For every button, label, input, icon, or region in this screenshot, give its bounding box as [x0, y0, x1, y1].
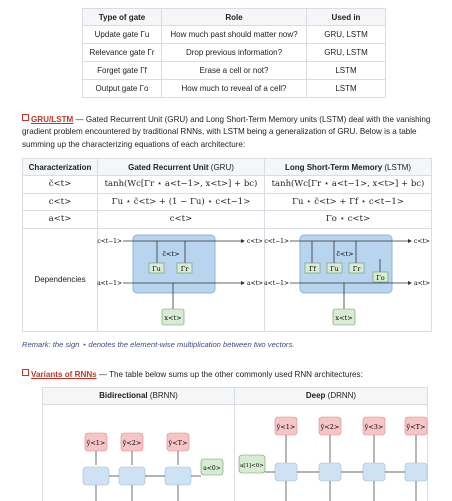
variants-text: — The table below sums up the other commonly used RNN architectures:: [96, 370, 363, 379]
gru-cell-block: [133, 235, 215, 293]
cmp-lstm-cell: Γu ⋆ c̃<t> + Γf ⋆ c<t−1>: [265, 193, 432, 211]
cmp-gru-cell: tanh(Wc[Γr ⋆ a<t−1>, x<t>] + bc): [98, 176, 265, 194]
c-tilde-label: c̃<t>: [162, 249, 180, 258]
gate-used-in: LSTM: [307, 80, 386, 98]
c-tilde-label: c̃<t>: [336, 249, 354, 258]
cmp-lstm-cell: Γo ⋆ c<t>: [265, 211, 432, 229]
output-label: ŷ<2>: [122, 439, 142, 447]
cmp-gru-cell: c<t>: [98, 211, 265, 229]
hidden-node: [319, 463, 341, 481]
table-row: [83, 26, 386, 44]
table-row: [83, 62, 386, 80]
cmp-row-label: c̃<t>: [23, 176, 98, 194]
hidden-node: [83, 467, 109, 485]
drnn-header: [235, 388, 427, 405]
drnn-diagram: [235, 405, 427, 501]
bullet-icon: [22, 114, 29, 121]
lstm-diagram-cell: [265, 228, 432, 331]
gate-table-header: Used in: [307, 9, 386, 26]
brnn-header-name: Bidirectional: [99, 391, 148, 400]
table-row: [83, 44, 386, 62]
variants-table: [42, 387, 428, 501]
drnn-header-name: Deep: [305, 391, 326, 400]
gate-used-in: GRU, LSTM: [307, 44, 386, 62]
brnn-header: [43, 388, 234, 405]
output-label: ŷ<3>: [364, 423, 384, 431]
gru-lstm-text: — Gated Recurrent Unit (GRU) and Long Short-Term Memory units (LSTM) deal with the vanishing gradient problem encountered by traditional RNNs, with LSTM being a generalization of GRU. Below is a table summing up the characterizing equations of each architecture:: [22, 115, 431, 149]
gate-table-header: Role: [162, 9, 307, 26]
gate-used-in: GRU, LSTM: [307, 26, 386, 44]
a-next-label: a<t>: [414, 279, 431, 287]
cmp-header-gru-abbr: (GRU): [208, 162, 234, 172]
variants-link[interactable]: Variants of RNNs: [31, 370, 97, 379]
table-row: [23, 176, 432, 194]
gru-diagram: [97, 229, 264, 329]
output-label: ŷ<T>: [168, 439, 188, 447]
gate-name: Update gate Γu: [83, 26, 162, 44]
table-row: [23, 228, 432, 331]
hidden-node: [405, 463, 427, 481]
gate-name: Relevance gate Γr: [83, 44, 162, 62]
gate-table: [82, 8, 386, 98]
gru-lstm-paragraph: [22, 114, 432, 151]
gate-label: Γu: [330, 264, 339, 273]
variants-paragraph: [22, 369, 432, 381]
a-next-label: a<t>: [247, 279, 264, 287]
table-row: [23, 193, 432, 211]
output-label: ŷ<2>: [320, 423, 340, 431]
brnn-diagram: [43, 405, 234, 501]
c-prev-label: c<t−1>: [97, 237, 122, 245]
arrowhead-icon: [408, 239, 412, 243]
c-next-label: c<t>: [247, 237, 263, 245]
cmp-gru-cell: Γu ⋆ c̃<t> + (1 − Γu) ⋆ c<t−1>: [98, 193, 265, 211]
input-label: a<0>: [203, 465, 221, 472]
a-prev-label: a<t−1>: [97, 279, 122, 287]
gate-name: Forget gate Γf: [83, 62, 162, 80]
lstm-diagram: [264, 229, 431, 329]
cmp-header-lstm-abbr: (LSTM): [382, 162, 412, 172]
arrowhead-icon: [408, 281, 412, 285]
c-next-label: c<t>: [414, 237, 430, 245]
gate-role: How much to reveal of a cell?: [162, 80, 307, 98]
remark-text: Remark: the sign ⋆ denotes the element-wise multiplication between two vectors.: [22, 340, 295, 349]
gate-role: Drop previous information?: [162, 44, 307, 62]
cmp-header-characterization: Characterization: [23, 159, 98, 176]
table-row: [83, 80, 386, 98]
arrowhead-icon: [241, 239, 245, 243]
gate-label: Γr: [352, 264, 361, 273]
cmp-row-label: a<t>: [23, 211, 98, 229]
bullet-icon: [22, 369, 29, 376]
x-label: x<t>: [335, 313, 353, 322]
brnn-header-abbr: (BRNN): [147, 391, 178, 400]
input-label: a[1]<0>: [240, 463, 264, 469]
hidden-node: [165, 467, 191, 485]
gate-name: Output gate Γo: [83, 80, 162, 98]
gru-diagram-cell: [98, 228, 265, 331]
cmp-lstm-cell: tanh(Wc[Γr ⋆ a<t−1>, x<t>] + bc): [265, 176, 432, 194]
a-prev-label: a<t−1>: [264, 279, 289, 287]
hidden-node: [363, 463, 385, 481]
hidden-node: [119, 467, 145, 485]
c-prev-label: c<t−1>: [264, 237, 289, 245]
output-label: ŷ<1>: [86, 439, 106, 447]
x-label: x<t>: [164, 313, 182, 322]
gate-role: How much past should matter now?: [162, 26, 307, 44]
hidden-node: [275, 463, 297, 481]
gate-role: Erase a cell or not?: [162, 62, 307, 80]
cmp-header-gru: [98, 159, 265, 176]
gru-lstm-link[interactable]: GRU/LSTM: [31, 115, 74, 124]
gate-label: Γu: [152, 264, 161, 273]
gate-table-header: Type of gate: [83, 9, 162, 26]
arrowhead-icon: [241, 281, 245, 285]
cmp-row-label: c<t>: [23, 193, 98, 211]
gru-lstm-table: [22, 158, 432, 332]
cmp-header-gru-name: Gated Recurrent Unit: [128, 162, 209, 172]
table-row: [23, 211, 432, 229]
dependencies-label: Dependencies: [23, 228, 98, 331]
drnn-header-abbr: (DRNN): [325, 391, 357, 400]
gate-label: Γo: [376, 273, 385, 282]
output-label: ŷ<T>: [406, 423, 426, 431]
cmp-header-lstm: [265, 159, 432, 176]
output-label: ŷ<1>: [276, 423, 296, 431]
gate-label: Γf: [309, 264, 316, 273]
gate-label: Γr: [180, 264, 189, 273]
cmp-header-lstm-name: Long Short-Term Memory: [284, 162, 383, 172]
gate-used-in: LSTM: [307, 62, 386, 80]
